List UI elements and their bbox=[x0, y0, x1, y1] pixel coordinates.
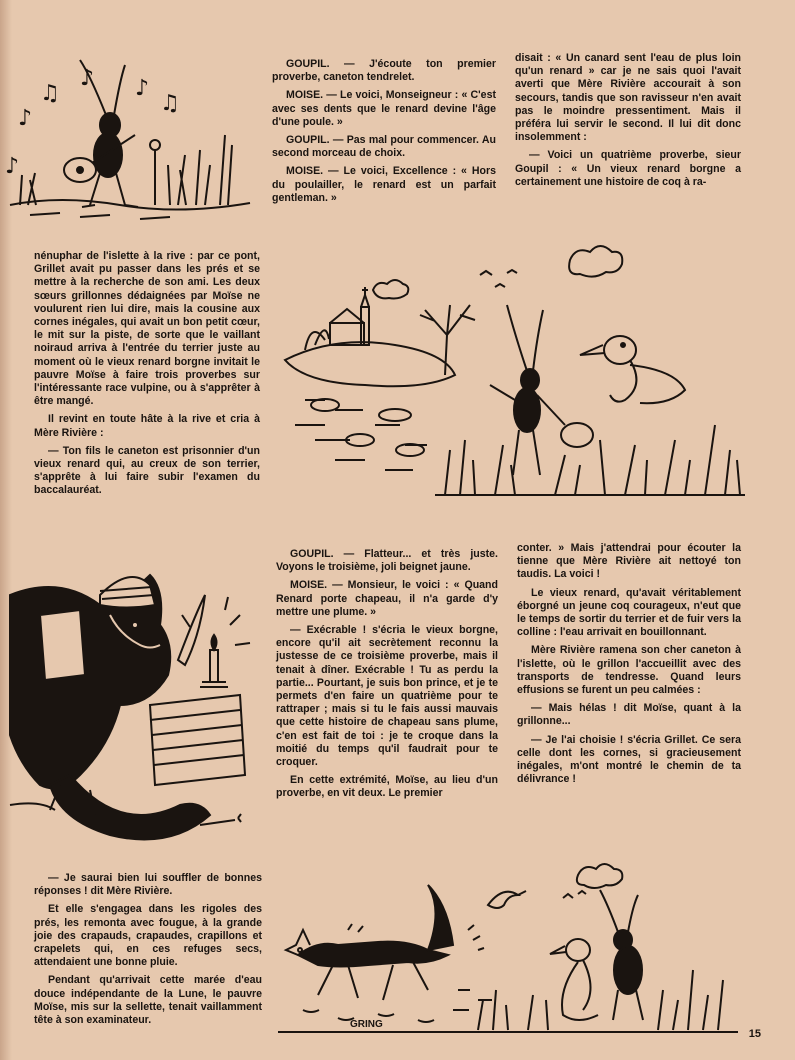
paragraph: En cette extrémité, Moïse, au lieu d'un proverbe, en vit deux. Le premier bbox=[276, 774, 498, 800]
paragraph: Le vieux renard, qu'avait véritablement éborgné un jeune coq courageux, n'eut que le temps de sortir du terrier et de fuir vers la colline : l'eau arrivait en bouillonnant. bbox=[517, 586, 741, 639]
paragraph: — Je saurai bien lui souffler de bonnes réponses ! dit Mère Rivière. bbox=[34, 872, 262, 898]
paragraph: GOUPIL. — Pas mal pour commencer. Au second morceau de choix. bbox=[272, 134, 496, 160]
paragraph: Il revint en toute hâte à la rive et cria à Mère Rivière : bbox=[34, 413, 260, 439]
paragraph: Pendant qu'arrivait cette marée d'eau douce indépendante de la Lune, le pauvre Moïse, mis sur la sellette, tenait vaillamment tête à son examinateur. bbox=[34, 974, 262, 1027]
paragraph: MOISE. — Le voici, Monseigneur : « C'est avec ses dents que le renard devine l'âge d'une poule. » bbox=[272, 89, 496, 128]
paragraph: — Je l'ai choisie ! s'écria Grillet. Ce sera celle dont les cornes, si gracieusement inégales, m'ont montré le chemin de ta délivrance ! bbox=[517, 733, 741, 786]
illustration-pond-cricket-duck bbox=[275, 225, 750, 510]
page-number: 15 bbox=[748, 1028, 761, 1040]
paragraph: MOISE. — Le voici, Excellence : « Hors du poulailler, le renard est un parfait gentleman. » bbox=[272, 165, 496, 204]
svg-text:♪: ♪ bbox=[5, 154, 20, 179]
text-column-middle bbox=[276, 548, 498, 806]
svg-text:♫: ♫ bbox=[40, 81, 60, 106]
svg-text:♫: ♫ bbox=[160, 91, 180, 116]
paragraph: — Voici un quatrième proverbe, sieur Goupil : « Un vieux renard borgne a certainement une histoire de coq à ra- bbox=[515, 149, 741, 188]
text-column-top-middle bbox=[272, 58, 496, 210]
svg-text:♪: ♪ bbox=[80, 66, 95, 91]
paragraph: — Mais hélas ! dit Moïse, quant à la grillonne... bbox=[517, 702, 741, 728]
text-column-right-middle bbox=[517, 542, 741, 791]
text-column-bottom-left bbox=[34, 872, 262, 1032]
paragraph: nénuphar de l'islette à la rive : par ce pont, Grillet avait pu passer dans les prés et se mettre à la recherche de son ami. Les deux sœurs grillonnes dédaignées par Moïse ne voulurent rien lui dire, mais la cousine aux cornes inégales, qui avait un bon petit cœur, le mit sur la piste, de sorte que le vaillant noiraud arriva à l'entrée du terrier juste au moment où le vieux renard borgne invitait le pauvre Moïse à faire trois proverbes sur l'intéressante race vulpine, ou à s'apprêter à être mangé. bbox=[34, 250, 260, 408]
paragraph: GOUPIL. — J'écoute ton premier proverbe, caneton tendrelet. bbox=[272, 58, 496, 84]
illustration-cricket-guitar bbox=[0, 55, 260, 235]
illustration-fox-fleeing bbox=[278, 850, 748, 1045]
paragraph: disait : « Un canard sent l'eau de plus loin qu'un renard » car je ne sais quoi l'avait averti que Mère Rivière accourait à son secours, tandis que son ravisseur n'en avait pas le moindre pressentiment. Mais il préféra lui servir le second. Il lui dit donc insolemment : bbox=[515, 52, 741, 144]
paragraph: — Ton fils le caneton est prisonnier d'un vieux renard qui, au creux de son terrier, s'apprête à lui faire subir l'examen du baccalauréat. bbox=[34, 444, 260, 497]
paragraph: Et elle s'engagea dans les rigoles des prés, les remonta avec fougue, à la grande joie des crapauds, crapaudes, crapillons et crapelets qui, en ces refuges secs, attendaient une bonne pluie. bbox=[34, 903, 262, 969]
text-column-top-right bbox=[515, 52, 741, 194]
paragraph: — Exécrable ! s'écria le vieux borgne, encore qu'il ait secrètement reconnu la justesse de ce troisième proverbe, mais il tenait à dîner. Exécrable ! Tu as perdu la partie... Pourtant, je suis bon prince, et je te permets d'en faire un quatrième pour te rattraper ; mais si tu le fais aussi mauvais que cette histoire de chapeau sans plume, c'en est fait de toi : je te croque dans la moitié du temps qu'il faudrait pour te croquer. bbox=[276, 624, 498, 769]
paragraph: MOISE. — Monsieur, le voici : « Quand Renard porte chapeau, il n'a garde d'y mettre une plume. » bbox=[276, 579, 498, 618]
text-column-left-upper bbox=[34, 250, 260, 503]
paragraph: conter. » Mais j'attendrai pour écouter la tienne que Mère Rivière ait nettoyé ton taudis. La voici ! bbox=[517, 542, 741, 581]
artist-signature: GRING bbox=[350, 1019, 383, 1030]
illustration-fox-hat-candle bbox=[0, 555, 270, 855]
paragraph: Mère Rivière ramena son cher caneton à l'islette, où le grillon l'accueillit avec des transports de tendresse. Quand leurs effusions se furent un peu calmées : bbox=[517, 644, 741, 697]
svg-text:♪: ♪ bbox=[135, 76, 150, 101]
svg-text:♪: ♪ bbox=[18, 106, 33, 131]
paragraph: GOUPIL. — Flatteur... et très juste. Voyons le troisième, joli beignet jaune. bbox=[276, 548, 498, 574]
